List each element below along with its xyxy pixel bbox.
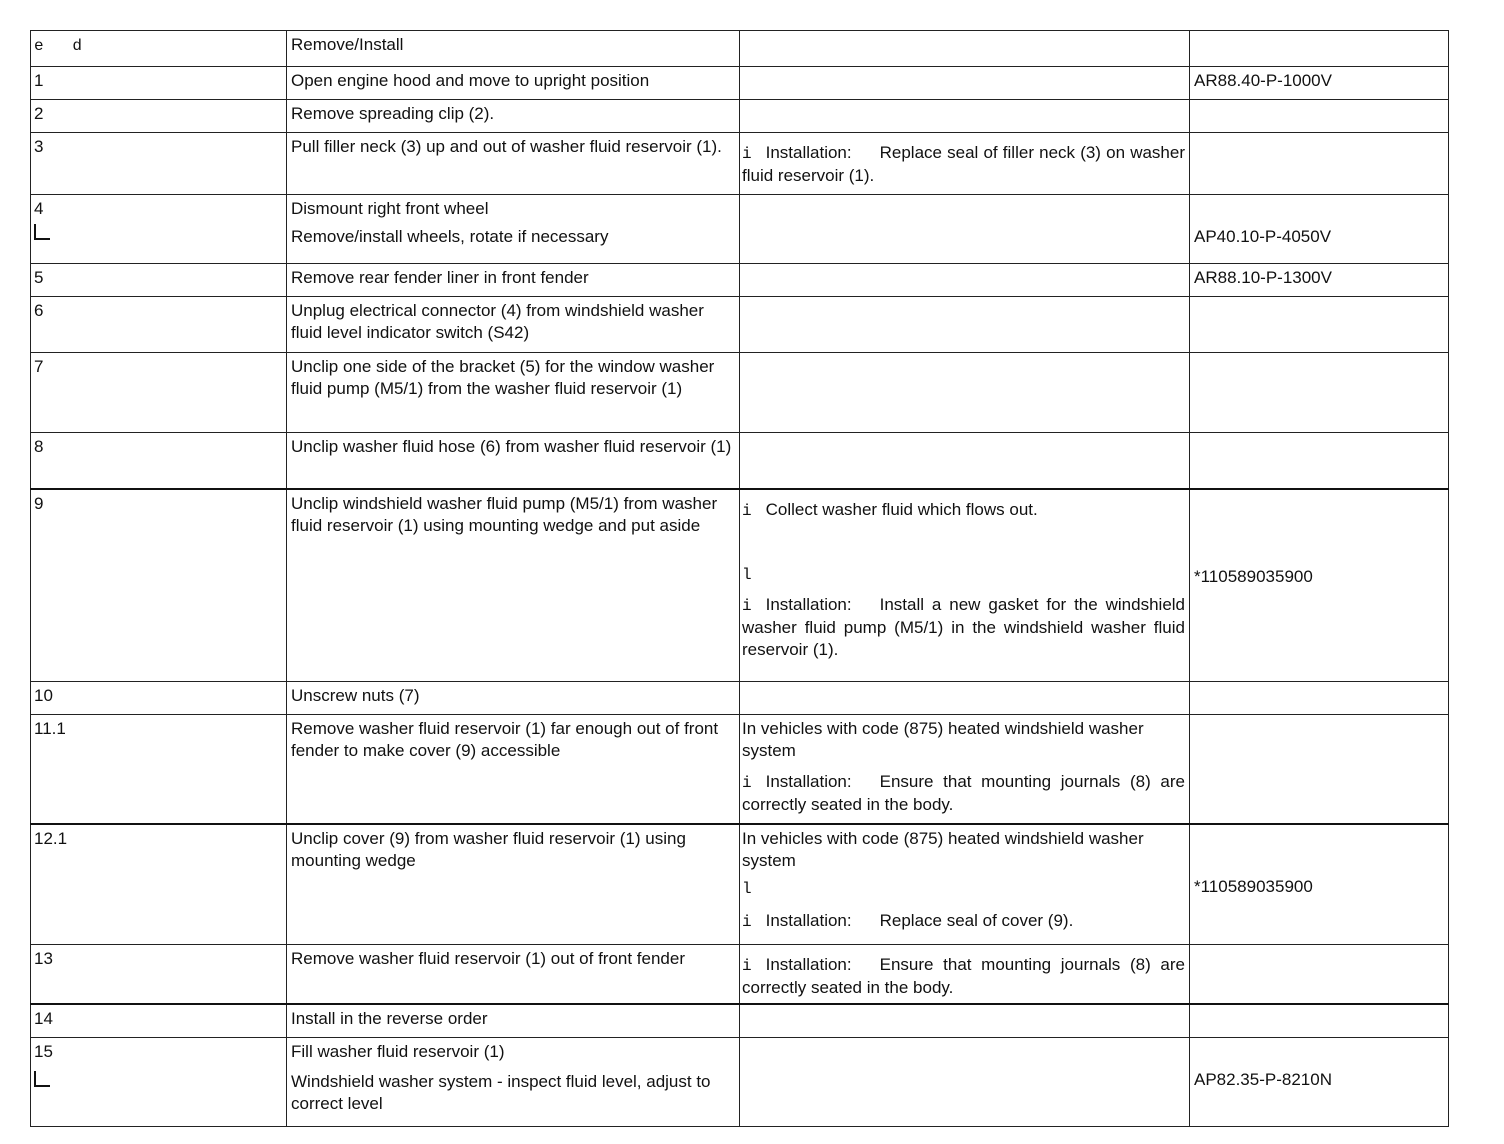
table-header-row: [31, 31, 1449, 67]
step-number: 10: [31, 681, 287, 714]
ref-spacer: [1194, 828, 1444, 876]
info-note: [742, 499, 1185, 522]
step-reference-cell: [1190, 824, 1449, 944]
table-row: [31, 353, 1449, 433]
step-action: Remove washer fluid reservoir (1) out of front fender: [287, 944, 740, 1004]
step-action-cell: [287, 1037, 740, 1126]
step-number: 15: [34, 1041, 53, 1061]
header-note-cell: [740, 31, 1190, 67]
installation-note: [742, 954, 1185, 999]
sub-step-action: Remove/install wheels, rotate if necessary: [291, 227, 609, 246]
step-notes: [740, 353, 1190, 433]
step-number: 8: [31, 433, 287, 489]
step-action: Dismount right front wheel: [291, 199, 489, 218]
note-spacer: [742, 522, 1185, 564]
step-notes: [740, 1004, 1190, 1037]
step-notes: [740, 714, 1190, 824]
step-number: 3: [31, 133, 287, 195]
step-number: 14: [31, 1004, 287, 1037]
step-action: Open engine hood and move to upright position: [287, 67, 740, 100]
step-action: Unclip one side of the bracket (5) for the window washer fluid pump (M5/1) from the washer fluid reservoir (1): [287, 353, 740, 433]
step-number: 5: [31, 264, 287, 297]
table-row: [31, 824, 1449, 944]
step-reference: [1190, 297, 1449, 353]
table-row: [31, 195, 1449, 264]
info-icon: i: [742, 145, 752, 163]
table-row: [31, 100, 1449, 133]
step-notes: [740, 297, 1190, 353]
table-row: [31, 264, 1449, 297]
step-reference-link[interactable]: AR88.40-P-1000V: [1190, 67, 1449, 100]
step-number: 2: [31, 100, 287, 133]
info-icon: i: [742, 596, 752, 615]
note-text: Ensure that mounting journals (8) are correctly seated in the body.: [742, 771, 1185, 814]
step-number: 11.1: [31, 714, 287, 824]
header-action-label: Remove/Install: [291, 35, 404, 54]
installation-note: [742, 771, 1185, 816]
table-row: [31, 681, 1449, 714]
step-notes: [740, 824, 1190, 944]
sub-step-action: Windshield washer system - inspect fluid level, adjust to correct level: [291, 1071, 711, 1113]
info-icon: i: [742, 956, 752, 975]
step-number-cell: [31, 1037, 287, 1126]
step-reference: [1190, 714, 1449, 824]
header-ref-cell: [1190, 31, 1449, 67]
step-action: Fill washer fluid reservoir (1): [291, 1041, 505, 1061]
step-notes: [740, 67, 1190, 100]
note-keyword: Installation:: [765, 911, 852, 930]
step-reference: [1190, 681, 1449, 714]
step-action: Unplug electrical connector (4) from windshield washer fluid level indicator switch (S42): [287, 297, 740, 353]
header-step-cell: [31, 31, 287, 67]
step-number: 9: [31, 489, 287, 682]
step-number: 6: [31, 297, 287, 353]
step-number-cell: [31, 195, 287, 264]
note-text: Collect washer fluid which flows out.: [765, 499, 1038, 519]
table-row: [31, 433, 1449, 489]
sub-step-arrow-icon: [34, 1071, 50, 1087]
step-action: Unclip windshield washer fluid pump (M5/1) from washer fluid reservoir (1) using mounting wedge and put aside: [287, 489, 740, 682]
step-number: 4: [34, 199, 44, 218]
note-keyword: Installation:: [765, 954, 852, 974]
step-notes: [740, 681, 1190, 714]
step-number: 12.1: [31, 824, 287, 944]
sub-step-arrow-icon: [34, 224, 50, 240]
step-action: Unscrew nuts (7): [287, 681, 740, 714]
table-row: [31, 133, 1449, 195]
step-action: Pull filler neck (3) up and out of washer fluid reservoir (1).: [287, 133, 740, 195]
info-icon: i: [742, 913, 752, 931]
table-row: [31, 1037, 1449, 1126]
step-number: 13: [31, 944, 287, 1004]
special-tool-icon: l: [742, 880, 752, 898]
step-reference: [1190, 944, 1449, 1004]
table-row: [31, 67, 1449, 100]
step-notes: [740, 489, 1190, 682]
installation-note: [742, 910, 1185, 933]
installation-note: [742, 594, 1185, 661]
header-step-label: e d: [34, 37, 83, 55]
step-reference-cell: [1190, 1037, 1449, 1126]
table-row: [31, 297, 1449, 353]
step-reference: [1190, 100, 1449, 133]
step-notes: [740, 264, 1190, 297]
special-tool-reference-link[interactable]: *110589035900: [1194, 877, 1313, 896]
table-row: [31, 944, 1449, 1004]
step-action: Remove rear fender liner in front fender: [287, 264, 740, 297]
step-notes: [740, 195, 1190, 264]
vehicle-condition: In vehicles with code (875) heated windshield washer system: [742, 829, 1144, 870]
ref-spacer: [1194, 1041, 1444, 1069]
info-icon: i: [742, 501, 752, 520]
step-action: Unclip cover (9) from washer fluid reservoir (1) using mounting wedge: [287, 824, 740, 944]
step-number: 1: [31, 67, 287, 100]
step-action: Remove washer fluid reservoir (1) far enough out of front fender to make cover (9) accessible: [287, 714, 740, 824]
note-keyword: Installation:: [765, 143, 852, 162]
step-action-cell: [287, 195, 740, 264]
step-reference-cell: [1190, 489, 1449, 682]
step-reference: [1190, 1004, 1449, 1037]
note-text: Ensure that mounting journals (8) are correctly seated in the body.: [742, 954, 1185, 997]
step-number: 7: [31, 353, 287, 433]
table-row: [31, 1004, 1449, 1037]
ref-spacer: [1194, 493, 1444, 566]
step-reference-link[interactable]: AP82.35-P-8210N: [1194, 1069, 1332, 1089]
table-row: [31, 714, 1449, 824]
step-reference: [1190, 433, 1449, 489]
step-reference: [1190, 133, 1449, 195]
note-text: Replace seal of cover (9).: [879, 911, 1074, 930]
note-keyword: Installation:: [765, 771, 852, 791]
step-notes: [740, 433, 1190, 489]
vehicle-condition: In vehicles with code (875) heated windshield washer system: [742, 718, 1144, 760]
table-row: [31, 489, 1449, 682]
ref-spacer: [1194, 198, 1444, 226]
special-tool-icon: l: [742, 565, 752, 584]
note-keyword: Installation:: [765, 594, 852, 614]
step-notes: [740, 1037, 1190, 1126]
step-notes: [740, 944, 1190, 1004]
step-action: Remove spreading clip (2).: [287, 100, 740, 133]
step-reference: [1190, 353, 1449, 433]
step-reference-cell: [1190, 195, 1449, 264]
step-notes: [740, 100, 1190, 133]
header-action-cell: [287, 31, 740, 67]
step-action: Install in the reverse order: [287, 1004, 740, 1037]
note-text: Replace seal of filler neck (3) on washer fluid reservoir (1).: [742, 143, 1185, 185]
procedure-table: [30, 30, 1449, 1127]
step-notes: [740, 133, 1190, 195]
note-text: Install a new gasket for the windshield washer fluid pump (M5/1) in the windshield washer fluid reservoir (1).: [742, 594, 1185, 659]
step-reference-link[interactable]: AP40.10-P-4050V: [1194, 227, 1332, 246]
info-icon: i: [742, 773, 752, 792]
special-tool-reference-link[interactable]: *110589035900: [1194, 566, 1313, 586]
step-reference-link[interactable]: AR88.10-P-1300V: [1190, 264, 1449, 297]
installation-note: [742, 142, 1185, 187]
step-action: Unclip washer fluid hose (6) from washer fluid reservoir (1): [287, 433, 740, 489]
